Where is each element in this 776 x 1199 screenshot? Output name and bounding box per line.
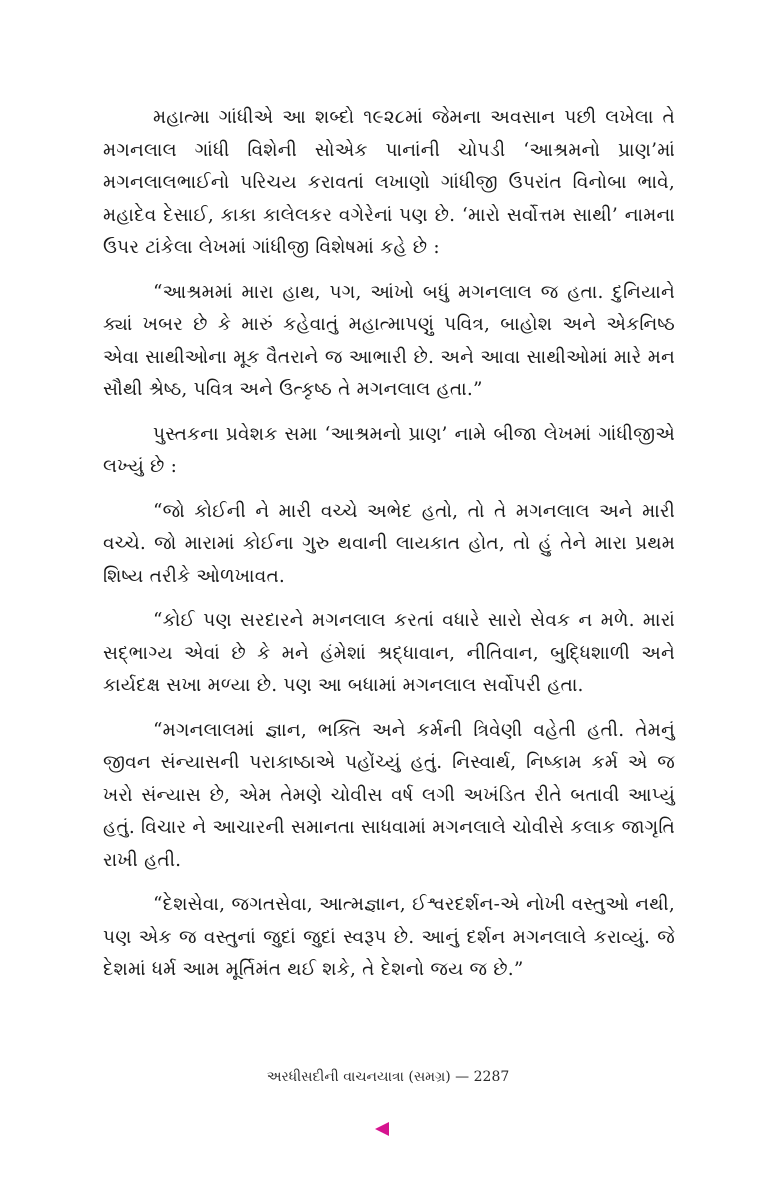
quote-paragraph-triveni: “મગનલાલમાં જ્ઞાન, ભક્તિ અને કર્મની ત્રિવેણી વહેતી હતી. તેમનું જીવન સંન્યાસની પરાકાષ્ઠાએ પહોંચ્યું હતું. નિસ્વાર્થ, નિષ્કામ કર્મ એ જ ખરો સંન્યાસ છે, એમ તેમણે ચોવીસ વર્ષ લગી અખંડિત રીતે બતાવી આપ્યું હતું. વિચાર ને આચારની સમાનતા સાધવામાં મગનલાલે ચોવીસે કલાક જાગૃતિ રાખી હતી. xyxy=(103,719,675,871)
quote-paragraph-deshseva: “દેશસેવા, જગતસેવા, આત્મજ્ઞાન, ઈશ્વરદર્શન-એ નોખી વસ્તુઓ નથી, પણ એક જ વસ્તુનાં જુદાં જુદાં સ્વરૂપ છે. આનું દર્શન મગનલાલે કરાવ્યું. જે દેશમાં ધર્મ આમ મૂર્તિમંત થઈ શકે, તે દેશનો જય જ છે.” xyxy=(103,894,675,980)
paragraph-intro: મહાત્મા ગાંધીએ આ શબ્દો ૧૯૨૮માં જેમના અવસાન પછી લખેલા તે મગનલાલ ગાંધી વિશેની સોએક પાનાંની ચોપડી ‘આશ્રમનો પ્રાણ’માં મગનલાલભાઈનો પરિચય કરાવતાં લખાણો ગાંધીજી ઉપરાંત વિનોબા ભાવે, મહાદેવ દેસાઈ, કાકા કાલેલકર વગેરેનાં પણ છે. ‘મારો સર્વોત્તમ સાથી’ નામના ઉપર ટાંકેલા લેખમાં ગાંધીજી વિશેષમાં કહે છે : xyxy=(103,107,675,258)
page-body xyxy=(103,102,675,999)
quote-paragraph-ashram: “આશ્રમમાં મારા હાથ, પગ, આંખો બધું મગનલાલ જ હતા. દુનિયાને ક્યાં ખબર છે કે મારું કહેવાતું મહાત્માપણું પવિત્ર, બાહોશ અને એકનિષ્ઠ એવા સાથીઓના મૂક વૈતરાને જ આભારી છે. અને આવા સાથીઓમાં મારે મન સૌથી શ્રેષ્ઠ, પવિત્ર અને ઉત્કૃષ્ઠ તે મગનલાલ હતા.” xyxy=(103,281,675,400)
triangle-left-icon[interactable] xyxy=(375,1122,389,1136)
paragraph-preface: પુસ્તકના પ્રવેશક સમા ‘આશ્રમનો પ્રાણ’ નામે બીજા લેખમાં ગાંધીજીએ લખ્યું છે : xyxy=(103,423,675,477)
page-footer: અરધીસદીની વાચનયાત્રા (સમગ્ર) — 2287 xyxy=(266,1069,510,1085)
quote-paragraph-abheda: “જો કોઈની ને મારી વચ્ચે અભેદ હતો, તો તે મગનલાલ અને મારી વચ્ચે. જો મારામાં કોઈના ગુરુ થવાની લાયકાત હોત, તો હું તેને મારા પ્રથમ શિષ્ય તરીકે ઓળખાવત. xyxy=(103,500,675,587)
quote-paragraph-sevak: “કોઈ પણ સરદારને મગનલાલ કરતાં વધારે સારો સેવક ન મળે. મારાં સદ્ભાગ્ય એવાં છે કે મને હંમેશાં શ્રદ્ધાવાન, નીતિવાન, બુદ્ધિશાળી અને કાર્યદક્ષ સખા મળ્યા છે. પણ આ બધામાં મગનલાલ સર્વોપરી હતા. xyxy=(103,610,675,696)
